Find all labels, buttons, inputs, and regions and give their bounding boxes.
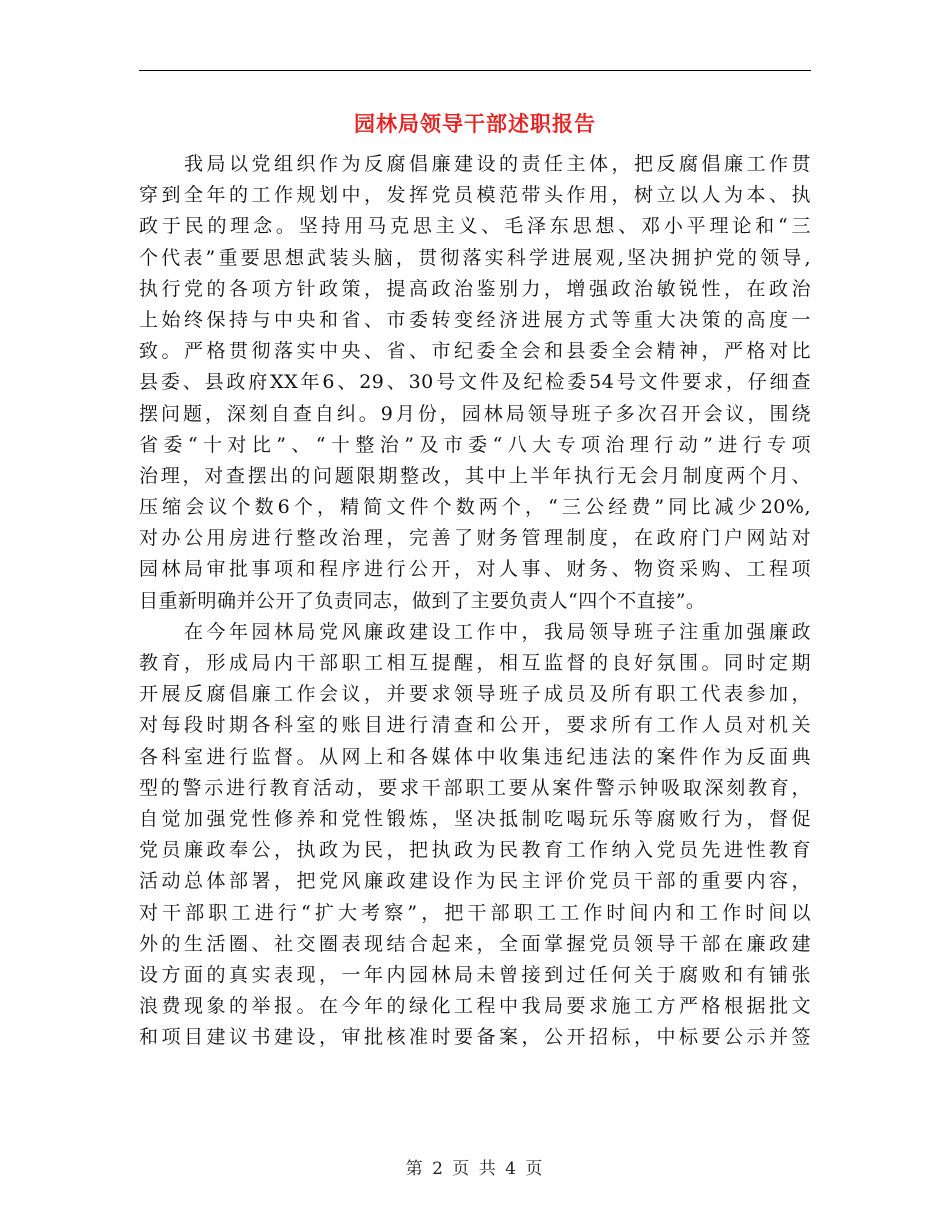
paragraph-2-line: 设方面的真实表现，一年内园林局未曾接到过任何关于腐败和有铺张 xyxy=(139,963,811,986)
paragraph-2-line: 对每段时期各科室的账目进行清查和公开，要求所有工作人员对机关 xyxy=(139,714,811,737)
paragraph-2-line: 自觉加强党性修养和党性锻炼，坚决抵制吃喝玩乐等腐败行为，督促 xyxy=(139,807,811,830)
paragraph-1-line: 执行党的各项方针政策，提高政治鉴别力，增强政治敏锐性，在政治 xyxy=(139,277,811,300)
paragraph-1-line: 治理，对查摆出的问题限期整改，其中上半年执行无会月制度两个月、 xyxy=(139,464,811,487)
paragraph-1-line: 上始终保持与中央和省、市委转变经济进展方式等重大决策的高度一 xyxy=(139,308,811,331)
paragraph-2-line: 和项目建议书建设，审批核准时要备案，公开招标，中标要公示并签 xyxy=(139,1026,811,1049)
paragraph-2-line: 外的生活圈、社交圈表现结合起来，全面掌握党员领导干部在廉政建 xyxy=(139,932,811,955)
document-body xyxy=(139,149,811,1053)
paragraph-2-line: 对干部职工进行“扩大考察”，把干部职工工作时间内和工作时间以 xyxy=(139,901,811,924)
paragraph-1-line: 政于民的理念。坚持用马克思主义、毛泽东思想、邓小平理论和“三 xyxy=(139,215,811,238)
paragraph-1-line: 压缩会议个数6个，精简文件个数两个，“三公经费”同比减少20%, xyxy=(139,496,811,519)
paragraph-1-line: 摆问题，深刻自查自纠。9月份，园林局领导班子多次召开会议，围绕 xyxy=(139,402,811,425)
paragraph-1-line: 致。严格贯彻落实中央、省、市纪委全会和县委全会精神，严格对比 xyxy=(139,340,811,363)
document-title: 园林局领导干部述职报告 xyxy=(354,112,596,136)
page-number-footer: 第 2 页 共 4 页 xyxy=(405,1159,545,1179)
paragraph-2-line: 活动总体部署，把党风廉政建设作为民主评价党员干部的重要内容， xyxy=(139,870,811,893)
paragraph-1-line: 对办公用房进行整改治理，完善了财务管理制度，在政府门户网站对 xyxy=(139,527,811,550)
paragraph-2-line: 在今年园林局党风廉政建设工作中，我局领导班子注重加强廉政 xyxy=(184,620,811,643)
paragraph-2-line: 型的警示进行教育活动，要求干部职工要从案件警示钟吸取深刻教育， xyxy=(139,776,811,799)
header-rule xyxy=(139,70,811,71)
paragraph-2-line: 党员廉政奉公，执政为民，把执政为民教育工作纳入党员先进性教育 xyxy=(139,839,811,862)
paragraph-1-line: 省委“十对比”、“十整治”及市委“八大专项治理行动”进行专项 xyxy=(139,433,811,456)
paragraph-1-line: 个代表”重要思想武装头脑，贯彻落实科学进展观,坚决拥护党的领导, xyxy=(139,246,811,269)
paragraph-1-line: 园林局审批事项和程序进行公开，对人事、财务、物资采购、工程项 xyxy=(139,558,811,581)
paragraph-1-line: 县委、县政府XX年6、29、30号文件及纪检委54号文件要求，仔细查 xyxy=(139,371,811,394)
paragraph-1-line: 目重新明确并公开了负责同志，做到了主要负责人“四个不直接”。 xyxy=(139,589,706,612)
paragraph-2-line: 教育，形成局内干部职工相互提醒，相互监督的良好氛围。同时定期 xyxy=(139,652,811,674)
paragraph-2-line: 开展反腐倡廉工作会议，并要求领导班子成员及所有职工代表参加， xyxy=(139,683,811,706)
paragraph-1-line: 我局以党组织作为反腐倡廉建设的责任主体，把反腐倡廉工作贯 xyxy=(184,153,811,175)
paragraph-1-line: 穿到全年的工作规划中，发挥党员模范带头作用，树立以人为本、执 xyxy=(139,184,811,207)
paragraph-2-line: 浪费现象的举报。在今年的绿化工程中我局要求施工方严格根据批文 xyxy=(139,995,811,1018)
paragraph-2-line: 各科室进行监督。从网上和各媒体中收集违纪违法的案件作为反面典 xyxy=(139,745,811,768)
